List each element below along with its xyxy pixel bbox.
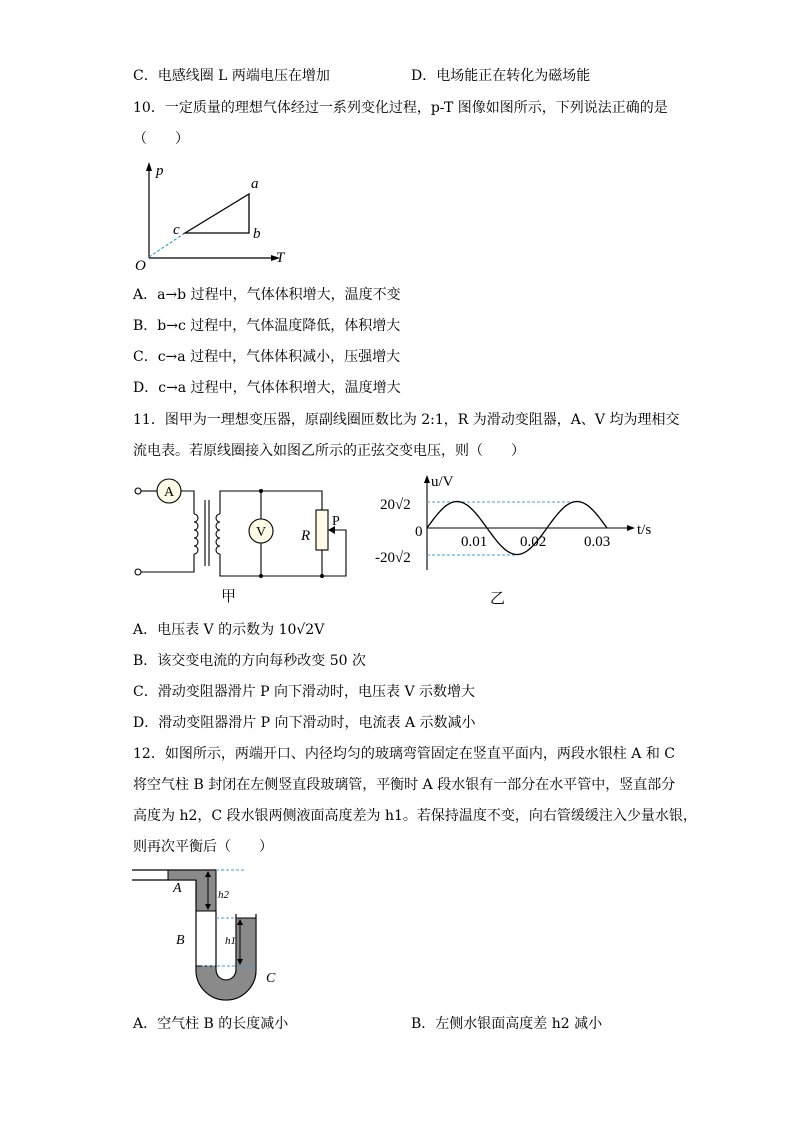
x-tick-2: 0.02 <box>520 534 547 550</box>
rheostat-label: R <box>301 528 311 544</box>
input-terminal-top <box>135 488 141 494</box>
q11-stem-line1: 11．图甲为一理想变压器，原副线圈匝数比为 2:1，R 为滑动变阻器，A、V 均为理相交 <box>133 412 680 428</box>
p-axis-arrow <box>146 162 152 171</box>
label-h1: h1 <box>225 935 236 947</box>
voltmeter-label: V <box>255 525 267 540</box>
u-axis-label: u/V <box>431 474 454 490</box>
point-b-label: b <box>253 226 261 242</box>
q12-stem-line3: 高度为 h2，C 段水银两侧液面高度差为 h1。若保持温度不变，向右管缓缓注入少量水银， <box>133 808 697 824</box>
pt-graph <box>130 158 300 273</box>
q12-stem-line1: 12．如图所示，两端开口、内径均匀的玻璃弯管固定在竖直平面内，两段水银柱 A 和 C <box>133 746 675 762</box>
q12-option-a: A．空气柱 B 的长度减小 <box>133 1016 289 1032</box>
point-a-label: a <box>251 176 259 192</box>
q10-option-b: B．b→c 过程中，气体温度降低，体积增大 <box>133 318 401 334</box>
voltage-time-graph <box>375 470 665 590</box>
ammeter-label: A <box>163 485 175 500</box>
p-label: p <box>156 163 164 179</box>
x-tick-1: 0.01 <box>461 534 488 550</box>
mercury-column-c <box>196 918 256 1000</box>
q12-stem-line2: 将空气柱 B 封闭在左侧竖直段玻璃管，平衡时 A 段水银有一部分在水平管中，竖直部分 <box>133 777 676 793</box>
origin-label: O <box>135 258 146 273</box>
graph-caption: 乙 <box>490 589 506 607</box>
rheostat <box>316 510 328 550</box>
q12-stem-line4: 则再次平衡后（ ） <box>133 839 273 855</box>
q10-option-d: D．c→a 过程中，气体体积增大，温度增大 <box>133 380 401 396</box>
t-label: T <box>276 250 285 266</box>
origin-label: 0 <box>415 524 423 540</box>
circuit-caption: 甲 <box>221 587 237 605</box>
x-tick-3: 0.03 <box>584 534 611 550</box>
q11-option-a: A．电压表 V 的示数为 10√2V <box>133 622 325 638</box>
input-terminal-bottom <box>135 569 141 575</box>
transformer-circuit <box>128 474 358 604</box>
q10-option-a: A．a→b 过程中，气体体积增大，温度不变 <box>133 287 401 303</box>
q10-stem: 10．一定质量的理想气体经过一系列变化过程，p-T 图像如图所示，下列说法正确的是 <box>133 100 668 116</box>
label-h2: h2 <box>218 889 229 901</box>
q9-option-c: C．电感线圈 L 两端电压在增加 <box>133 68 330 84</box>
q10-answer-blank: （ ） <box>133 131 189 147</box>
label-a: A <box>173 881 182 896</box>
q10-option-c: C．c→a 过程中，气体体积减小，压强增大 <box>133 349 401 365</box>
q12-option-b: B．左侧水银面高度差 h2 减小 <box>411 1016 603 1032</box>
point-c-label: c <box>173 222 180 238</box>
q11-stem-line2: 流电表。若原线圈接入如图乙所示的正弦交变电压，则（ ） <box>133 443 525 459</box>
t-axis-label: t/s <box>637 522 652 538</box>
q11-option-b: B．该交变电流的方向每秒改变 50 次 <box>133 653 367 669</box>
label-b: B <box>176 933 185 948</box>
secondary-coil <box>216 514 220 554</box>
label-c: C <box>266 971 276 986</box>
y-tick-bottom: -20√2 <box>375 550 411 566</box>
q11-option-d: D．滑动变阻器滑片 P 向下滑动时，电流表 A 示数减小 <box>133 715 476 731</box>
q11-option-c: C．滑动变阻器滑片 P 向下滑动时，电压表 V 示数增大 <box>133 684 476 700</box>
t-axis-arrow <box>627 525 635 531</box>
y-tick-top: 20√2 <box>380 497 411 513</box>
primary-coil <box>194 514 198 554</box>
slider-p-label: P <box>332 514 340 529</box>
u-axis-arrow <box>424 475 430 483</box>
u-tube-figure <box>130 866 290 1006</box>
q9-option-d: D．电场能正在转化为磁场能 <box>411 68 591 84</box>
cycle-triangle <box>185 194 249 233</box>
